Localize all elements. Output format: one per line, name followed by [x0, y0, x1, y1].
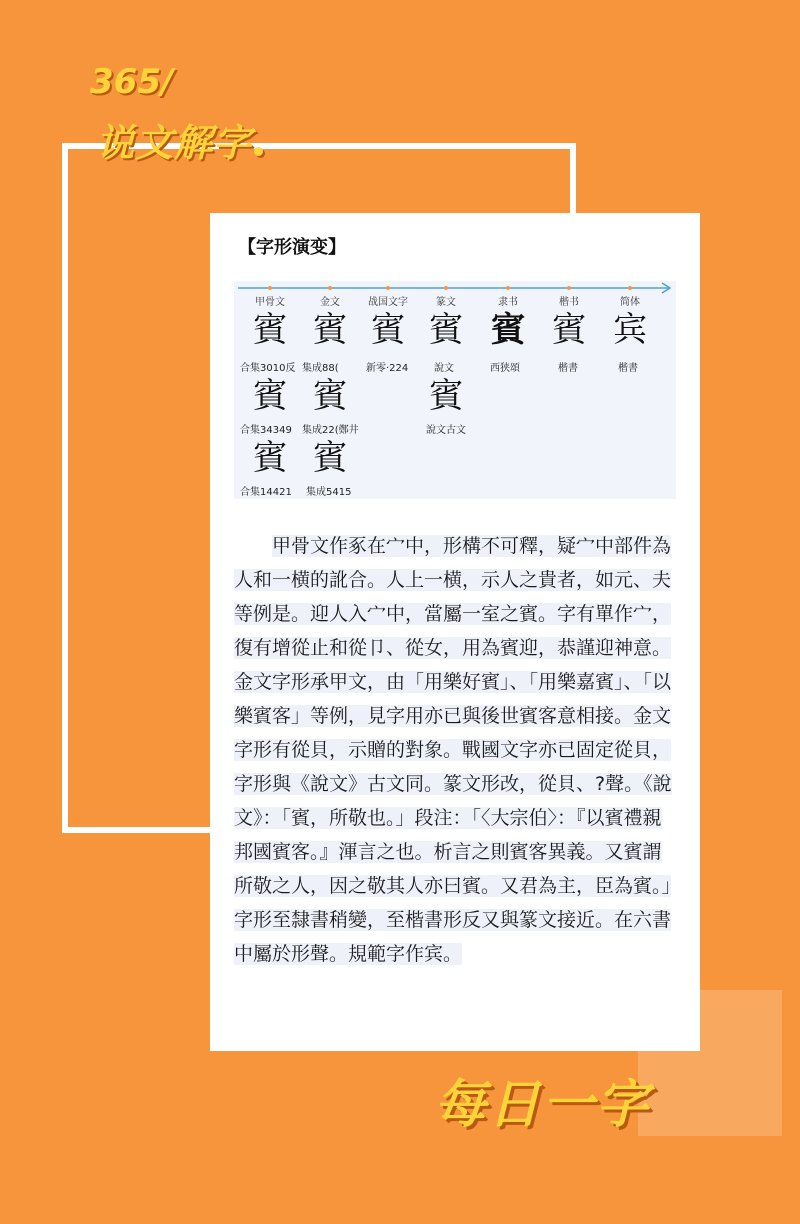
- brand-title-text: 说文解字: [96, 121, 253, 165]
- glyph-simplified-1: 宾: [613, 310, 647, 350]
- column-label-clerical: 隶书: [498, 297, 518, 308]
- glyph-warring-1: 賓: [371, 310, 405, 350]
- source-label: 集成88(: [302, 363, 339, 374]
- glyph-clerical-1: 賓: [491, 310, 525, 350]
- glyph-seal-1: 賓: [429, 310, 463, 350]
- glyph-bronze-3: 賓: [313, 438, 347, 478]
- glyph-regular-1: 賓: [552, 310, 586, 350]
- glyph-bronze-1: 賓: [313, 310, 347, 350]
- content-card: [210, 213, 700, 1051]
- source-label: 合集14421: [240, 487, 292, 498]
- brand-number: 365/: [90, 62, 174, 102]
- glyph-oracle-1: 賓: [253, 310, 287, 350]
- column-label-regular: 楷书: [559, 297, 579, 308]
- source-label: 合集3010反: [240, 363, 296, 374]
- source-label: 新零·224: [366, 363, 409, 374]
- column-label-bronze: 金文: [320, 297, 340, 308]
- column-label-oracle: 甲骨文: [255, 297, 285, 308]
- source-label: 集成22(鄭井: [302, 425, 359, 436]
- brand-dot: [254, 147, 263, 156]
- glyph-oracle-3: 賓: [253, 438, 287, 478]
- brand-title: [96, 112, 263, 167]
- glyph-oracle-2: 賓: [253, 376, 287, 416]
- glyph-evolution-table: [234, 281, 676, 499]
- column-label-simplified: 简体: [620, 297, 640, 308]
- source-label: 西狭頌: [490, 363, 520, 374]
- source-label: 合集34349: [240, 425, 292, 436]
- explanation-paragraph: 甲骨文作豖在宀中，形構不可釋，疑宀中部件為人和一横的訛合。人上一横，示人之貴者，如元、夫等例是。迎人入宀中，當屬一室之賓。字有單作宀，復有增從止和從卩、從女，用為賓迎，恭謹迎神意。金文字形承甲文，由「用樂好賓」、「用樂嘉賓」、「以樂賓客」等例，見字用亦已與後世賓客意相接。金文字形有從貝，示贈的對象。戰國文字亦已固定從貝，字形與《說文》古文同。篆文形改，從貝、?聲。《說文》：「賓，所敬也。」段注：「〈大宗伯〉：『以賓禮親邦國賓客。』渾言之也。析言之則賓客異義。又賓謂所敬之人，因之敬其人亦曰賓。又君為主，臣為賓。」字形至隸書稍變，至楷書形反又與篆文接近。在六書中屬於形聲。規範字作宾。: [234, 535, 672, 965]
- source-label: 說文古文: [426, 425, 466, 436]
- source-label: 楷書: [558, 363, 578, 374]
- column-label-seal: 篆文: [436, 297, 456, 308]
- daily-character-title: 每日一字: [434, 1075, 651, 1135]
- section-title: 【字形演变】: [238, 237, 346, 258]
- explanation-text: [234, 529, 680, 971]
- column-label-warring-states: 战国文字: [368, 297, 408, 308]
- source-label: 說文: [434, 363, 454, 374]
- glyph-seal-ancient: 賓: [429, 376, 463, 416]
- source-label: 集成5415: [306, 487, 352, 498]
- source-label: 楷書: [618, 363, 638, 374]
- glyph-bronze-2: 賓: [313, 376, 347, 416]
